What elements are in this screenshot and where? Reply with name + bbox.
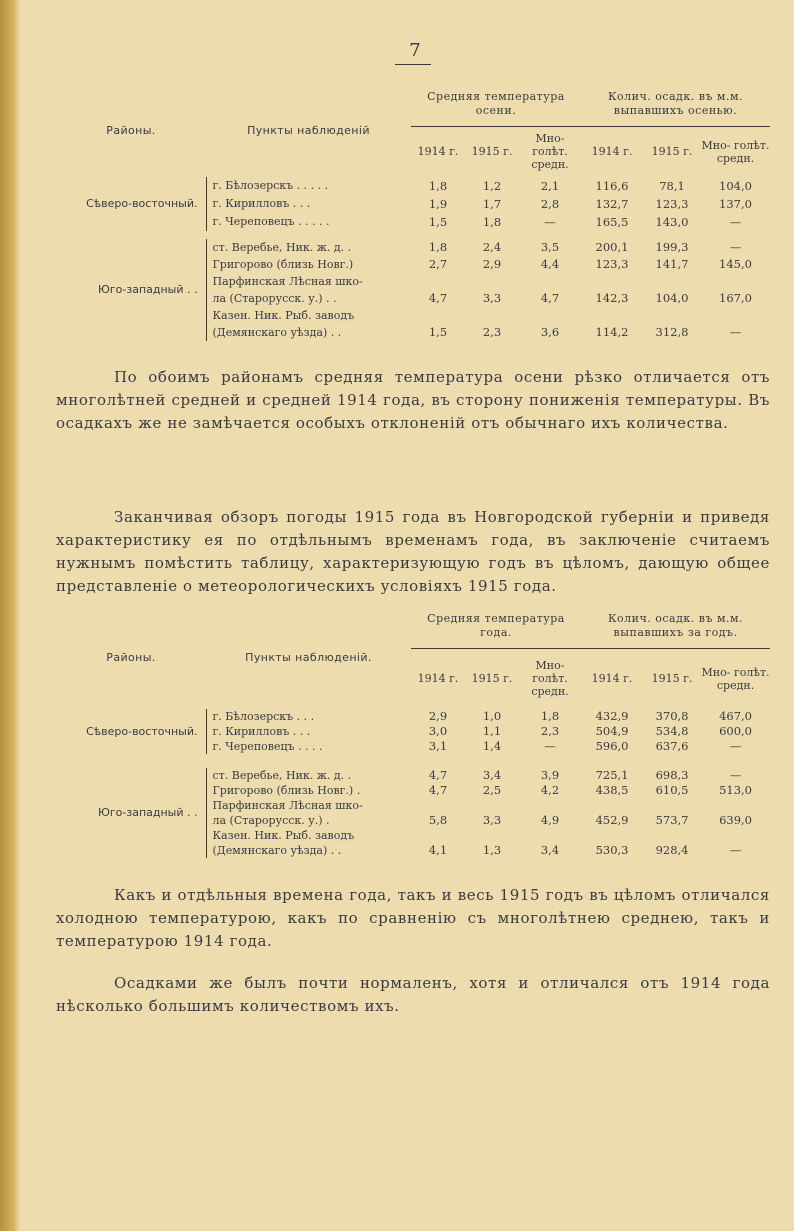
- value-cell: 143,0: [655, 214, 689, 229]
- value-cell: 1,1: [482, 724, 502, 738]
- value-cell: 137,0: [719, 196, 752, 211]
- value-cell: 1,4: [482, 739, 502, 753]
- value-cell: 1,8: [482, 214, 502, 229]
- precipitation-group-header: Колич. осадк. въ м.м. выпавшихъ за годъ.: [581, 608, 770, 649]
- value-cell: 312,8: [655, 325, 689, 339]
- sub-header: Мно- голѣт. средн.: [531, 659, 569, 699]
- value-cell: —: [544, 214, 556, 229]
- point-name: г. Бѣлозерскъ . . .: [206, 709, 411, 724]
- page-number-rule: [395, 64, 431, 65]
- sub-header: 1914 г.: [591, 145, 633, 159]
- value-cell: —: [544, 739, 556, 753]
- point-name: Григорово (близь Новг.) .: [206, 783, 411, 798]
- value-cell: 637,6: [655, 739, 689, 753]
- value-cell: 3,1: [428, 739, 448, 753]
- value-cell: 610,5: [655, 783, 689, 797]
- value-cell: 78,1: [659, 178, 685, 193]
- point-name: г. Кирилловъ . . .: [206, 195, 411, 213]
- sub-header: 1914 г.: [417, 145, 459, 159]
- value-cell: 467,0: [719, 709, 753, 723]
- value-cell: 2,1: [540, 178, 560, 193]
- book-binding-edge: [0, 0, 20, 1231]
- value-cell: 141,7: [655, 257, 689, 271]
- point-name: ст. Веребье, Ник. ж. д. .: [206, 768, 411, 783]
- table-row: [56, 177, 770, 195]
- value-cell: —: [729, 739, 742, 753]
- value-cell: 596,0: [595, 739, 629, 753]
- temperature-group-header: Средняя температура года.: [411, 608, 581, 649]
- sub-header: 1915 г.: [471, 672, 513, 686]
- value-cell: 123,3: [655, 196, 689, 211]
- value-cell: 2,8: [540, 196, 560, 211]
- value-cell: 452,9: [595, 813, 629, 827]
- district-header: Районы.: [106, 651, 156, 665]
- value-cell: 600,0: [719, 724, 753, 738]
- sub-header: 1914 г.: [591, 672, 633, 686]
- value-cell: 4,7: [428, 768, 448, 782]
- value-cell: 200,1: [595, 240, 629, 254]
- point-name: (Демянскаго уѣзда) . .: [206, 324, 411, 341]
- point-name: г. Череповецъ . . . . .: [206, 213, 411, 231]
- value-cell: 2,4: [482, 240, 502, 254]
- value-cell: 2,9: [482, 257, 502, 271]
- value-cell: —: [729, 843, 742, 857]
- value-cell: 3,6: [540, 325, 560, 339]
- value-cell: 4,7: [428, 291, 448, 305]
- value-cell: 4,2: [540, 783, 560, 797]
- value-cell: 639,0: [719, 813, 753, 827]
- autumn-weather-table: [56, 86, 770, 341]
- sub-header: Мно- голѣт. средн.: [701, 665, 770, 692]
- district-name: Сѣверо-восточный.: [86, 724, 198, 738]
- value-cell: 370,8: [655, 709, 689, 723]
- table-row: [56, 768, 770, 783]
- page-number: 7: [409, 40, 421, 61]
- value-cell: 2,3: [540, 724, 560, 738]
- value-cell: —: [729, 214, 742, 229]
- value-cell: 438,5: [595, 783, 629, 797]
- paragraph-precipitation-summary: Осадками же былъ почти нормаленъ, хотя и отличался отъ 1914 года нѣсколько большимъ количествомъ ихъ.: [56, 974, 770, 1015]
- value-cell: 725,1: [595, 768, 629, 782]
- value-cell: 167,0: [719, 291, 752, 305]
- paragraph-autumn-summary: По обоимъ районамъ средняя температура осени рѣзко отличается отъ многолѣтней средней и средней 1914 года, въ сторону пониженія температуры. Въ осадкахъ же не замѣчается особыхъ отклоненій отъ обычнаго ихъ количества.: [56, 368, 770, 432]
- value-cell: 132,7: [595, 196, 629, 211]
- value-cell: 123,3: [595, 257, 629, 271]
- value-cell: 4,9: [540, 813, 560, 827]
- sub-header: 1915 г.: [651, 145, 693, 159]
- value-cell: 3,3: [482, 813, 502, 827]
- point-name: (Демянскаго уѣзда) . .: [206, 843, 411, 858]
- value-cell: 3,4: [482, 768, 502, 782]
- point-name: Парфинская Лѣсная шко-: [206, 798, 411, 813]
- value-cell: 1,8: [540, 709, 560, 723]
- point-name: г. Череповецъ . . . .: [206, 739, 411, 754]
- point-name: ла (Старорусск. у.) . .: [206, 290, 411, 307]
- value-cell: 104,0: [719, 178, 752, 193]
- points-header: Пункты наблюденій.: [245, 651, 372, 665]
- value-cell: 1,5: [428, 325, 448, 339]
- value-cell: 4,7: [428, 783, 448, 797]
- sub-header: Мно- голѣт. средн.: [531, 132, 569, 172]
- value-cell: 2,3: [482, 325, 502, 339]
- point-name: ла (Старорусск. у.) .: [206, 813, 411, 828]
- value-cell: —: [729, 325, 742, 339]
- value-cell: 432,9: [595, 709, 629, 723]
- value-cell: 4,4: [540, 257, 560, 271]
- district-header: Районы.: [106, 124, 156, 138]
- value-cell: 2,9: [428, 709, 448, 723]
- sub-header: 1915 г.: [651, 672, 693, 686]
- point-name: Казен. Ник. Рыб. заводъ: [206, 307, 411, 324]
- table-row: [56, 239, 770, 256]
- value-cell: —: [729, 768, 742, 782]
- value-cell: 5,8: [428, 813, 448, 827]
- value-cell: 145,0: [719, 257, 752, 271]
- point-name: Григорово (близь Новг.): [206, 256, 411, 273]
- value-cell: 1,8: [428, 178, 448, 193]
- value-cell: 2,5: [482, 783, 502, 797]
- value-cell: 4,1: [428, 843, 448, 857]
- value-cell: 3,4: [540, 843, 560, 857]
- value-cell: 3,5: [540, 240, 560, 254]
- value-cell: 104,0: [655, 291, 689, 305]
- paragraph-table-intro: Заканчивая обзоръ погоды 1915 года въ Новгородской губерніи и приведя характеристику ея по отдѣльнымъ временамъ года, въ заключеніе считаемъ нужнымъ помѣстить таблицу, характеризующую годъ въ цѣломъ, дающую общее представленіе о метеорологическихъ условіяхъ 1915 года.: [56, 508, 770, 595]
- value-cell: 698,3: [655, 768, 689, 782]
- value-cell: 3,3: [482, 291, 502, 305]
- sub-header: Мно- голѣт. средн.: [701, 138, 770, 165]
- value-cell: —: [729, 240, 742, 254]
- value-cell: 199,3: [655, 240, 689, 254]
- sub-header: 1915 г.: [471, 145, 513, 159]
- value-cell: 534,8: [655, 724, 689, 738]
- value-cell: 1,3: [482, 843, 502, 857]
- value-cell: 573,7: [655, 813, 689, 827]
- paragraph-year-summary: Какъ и отдѣльныя времена года, такъ и весь 1915 годъ въ цѣломъ отличался холодною температурою, какъ по сравненію съ многолѣтнею среднею, такъ и температурою 1914 года.: [56, 886, 770, 950]
- point-name: г. Кирилловъ . . .: [206, 724, 411, 739]
- value-cell: 116,6: [595, 178, 629, 193]
- district-name: Сѣверо-восточный.: [86, 197, 198, 210]
- value-cell: 513,0: [719, 783, 753, 797]
- temperature-group-header: Средняя температура осени.: [411, 86, 581, 127]
- value-cell: 1,7: [482, 196, 502, 211]
- value-cell: 1,5: [428, 214, 448, 229]
- precipitation-group-header: Колич. осадк. въ м.м. выпавшихъ осенью.: [581, 86, 770, 127]
- value-cell: 4,7: [540, 291, 560, 305]
- district-name: Юго-западный . .: [98, 283, 198, 296]
- value-cell: 3,9: [540, 768, 560, 782]
- value-cell: 2,7: [428, 257, 448, 271]
- value-cell: 928,4: [655, 843, 689, 857]
- value-cell: 165,5: [595, 214, 629, 229]
- value-cell: 1,2: [482, 178, 502, 193]
- value-cell: 142,3: [595, 291, 629, 305]
- point-name: г. Бѣлозерскъ . . . . .: [206, 177, 411, 195]
- value-cell: 530,3: [595, 843, 629, 857]
- district-name: Юго-западный . .: [98, 806, 198, 819]
- value-cell: 114,2: [595, 325, 629, 339]
- value-cell: 1,9: [428, 196, 448, 211]
- value-cell: 1,0: [482, 709, 502, 723]
- value-cell: 1,8: [428, 240, 448, 254]
- point-name: Казен. Ник. Рыб. заводъ: [206, 828, 411, 843]
- value-cell: 504,9: [595, 724, 629, 738]
- point-name: ст. Веребье, Ник. ж. д. .: [206, 239, 411, 256]
- value-cell: 3,0: [428, 724, 448, 738]
- point-name: Парфинская Лѣсная шко-: [206, 273, 411, 290]
- sub-header: 1914 г.: [417, 672, 459, 686]
- points-header: Пункты наблюденій: [247, 124, 370, 138]
- table-row: [56, 709, 770, 724]
- annual-weather-table: [56, 608, 770, 858]
